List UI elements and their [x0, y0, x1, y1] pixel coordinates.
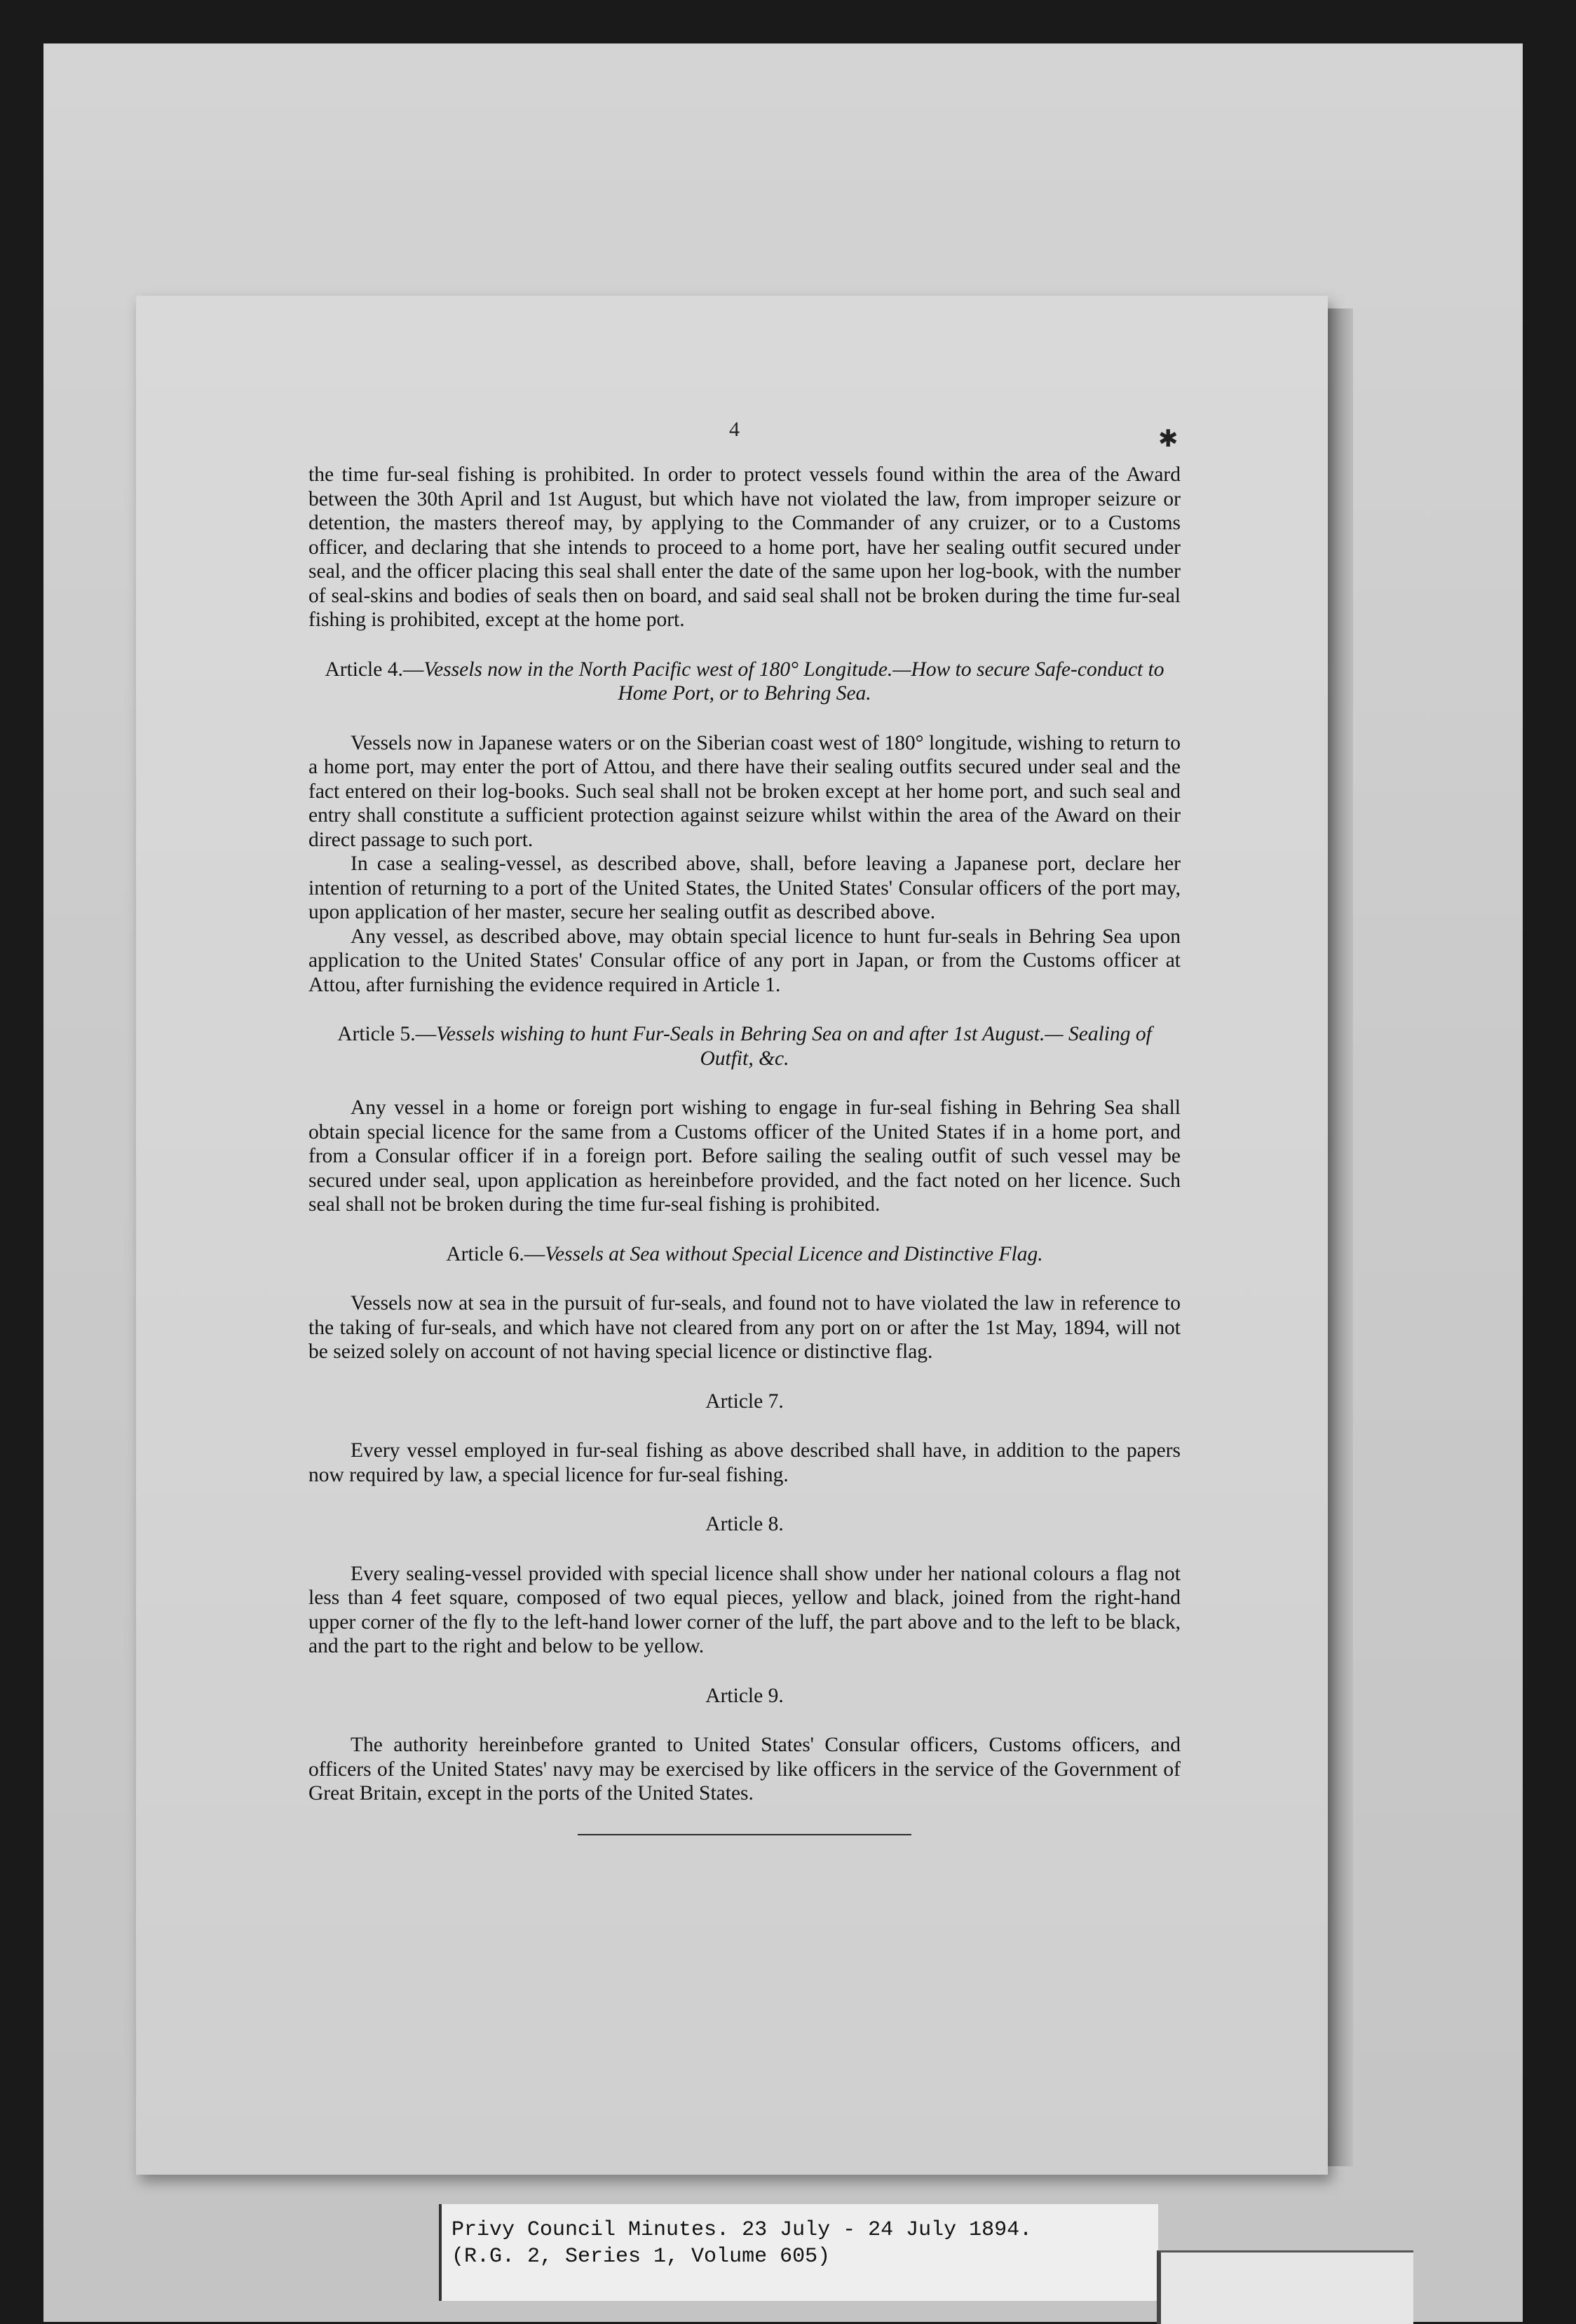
page-shadow	[1328, 308, 1353, 2166]
spacer	[308, 1659, 1181, 1684]
spacer	[308, 1487, 1181, 1512]
article-heading-number: Article 8.	[705, 1513, 784, 1535]
paragraph: Vessels now at sea in the pursuit of fur-seals, and found not to have violated the law in reference to the taking of fur-seals, and which have not cleared from any port on or after the 1st May, 1894, will not be seized solely on account of not having special licence or distinctive flag.	[308, 1292, 1181, 1363]
document-body	[308, 463, 1181, 1835]
paragraph: In case a sealing-vessel, as described above, shall, before leaving a Japanese port, declare her intention of returning to a port of the United States, the United States' Consular officers of the port may, upon application of her master, secure her sealing outfit as described above.	[308, 852, 1181, 923]
paragraph: Every sealing-vessel provided with special licence shall show under her national colours a flag not less than 4 feet square, composed of two equal pieces, yellow and black, joined from the right-hand upper corner of the fly to the left-hand lower corner of the luff, the part above and to the left to be black, and the part to the right and below to be yellow.	[308, 1562, 1181, 1657]
archival-caption	[439, 2204, 1158, 2301]
article-heading	[308, 1684, 1181, 1708]
spacer	[308, 1413, 1181, 1439]
spacer	[308, 632, 1181, 658]
spacer	[308, 1217, 1181, 1242]
caption-line-1: Privy Council Minutes. 23 July - 24 July 1894.	[451, 2218, 1033, 2242]
article-heading	[308, 1022, 1181, 1071]
article-heading-number: Article 7.	[705, 1389, 784, 1413]
article-heading	[308, 1242, 1181, 1267]
ink-mark: ✱	[1158, 426, 1178, 452]
paragraph: Vessels now in Japanese waters or on the Siberian coast west of 180° longitude, wishing to return to a home port, may enter the port of Attou, and there have their sealing outfits secured under seal and the fact entered on their log-books. Such seal shall not be broken except at her home port, and such seal and entry shall constitute a sufficient protection against seizure whilst within the area of the Award on their direct passage to such port.	[308, 731, 1181, 851]
spacer	[308, 1537, 1181, 1562]
paragraph: the time fur-seal fishing is prohibited. In order to protect vessels found within the area of the Award between the 30th April and 1st August, but which have not violated the law, from improper seizure or detention, the masters thereof may, by applying to the Commander of any cruizer, or to a Customs officer, and declaring that she intends to proceed to a home port, have her sealing outfit secured under seal, and the officer placing this seal shall enter the date of the same upon her log-book, with the number of seal-skins and bodies of seals then on board, and said seal shall not be broken during the time fur-seal fishing is prohibited, except at the home port.	[308, 463, 1181, 631]
article-heading-number: Article 6.—	[446, 1242, 545, 1265]
article-heading	[308, 1389, 1181, 1414]
spacer	[308, 997, 1181, 1022]
article-heading	[308, 1512, 1181, 1537]
article-heading-number: Article 9.	[705, 1684, 784, 1707]
spacer	[308, 1364, 1181, 1389]
paragraph: Every vessel employed in fur-seal fishing as above described shall have, in addition to the papers now required by law, a special licence for fur-seal fishing.	[308, 1439, 1181, 1486]
mounting-bracket	[1157, 2250, 1413, 2324]
paragraph: Any vessel, as described above, may obtain special licence to hunt fur-seals in Behring Sea upon application to the United States' Consular office of any port in Japan, or from the Customs officer at Attou, after furnishing the evidence required in Article 1.	[308, 925, 1181, 996]
caption-line-2: (R.G. 2, Series 1, Volume 605)	[451, 2245, 831, 2269]
article-heading-title: Vessels now in the North Pacific west of 180° Longitude.—How to secure Safe-conduct to Home Port, or to Behring Sea.	[423, 658, 1164, 705]
article-heading-title: Vessels at Sea without Special Licence and Distinctive Flag.	[545, 1242, 1043, 1265]
article-heading	[308, 658, 1181, 706]
paragraph: Any vessel in a home or foreign port wishing to engage in fur-seal fishing in Behring Sea shall obtain special licence for the same from a Customs officer of the United States if in a home port, and from a Consular officer if in a foreign port. Before sailing the sealing outfit of such vessel may be secured under seal, upon application as hereinbefore provided, and the fact noted on her licence. Such seal shall not be broken during the time fur-seal fishing is prohibited.	[308, 1096, 1181, 1216]
article-heading-number: Article 4.—	[325, 658, 424, 681]
page-number: 4	[729, 418, 740, 441]
paragraph: The authority hereinbefore granted to United States' Consular officers, Customs officers, and officers of the United States' navy may be exercised by like officers in the service of the Government of Great Britain, except in the ports of the United States.	[308, 1734, 1181, 1805]
article-heading-number: Article 5.—	[337, 1023, 437, 1045]
spacer	[308, 1708, 1181, 1733]
spacer	[308, 1071, 1181, 1096]
spacer	[308, 706, 1181, 731]
spacer	[308, 1266, 1181, 1291]
article-heading-title: Vessels wishing to hunt Fur-Seals in Behring Sea on and after 1st August.— Sealing of Outfit, &c.	[436, 1023, 1152, 1070]
closing-rule	[578, 1834, 911, 1835]
